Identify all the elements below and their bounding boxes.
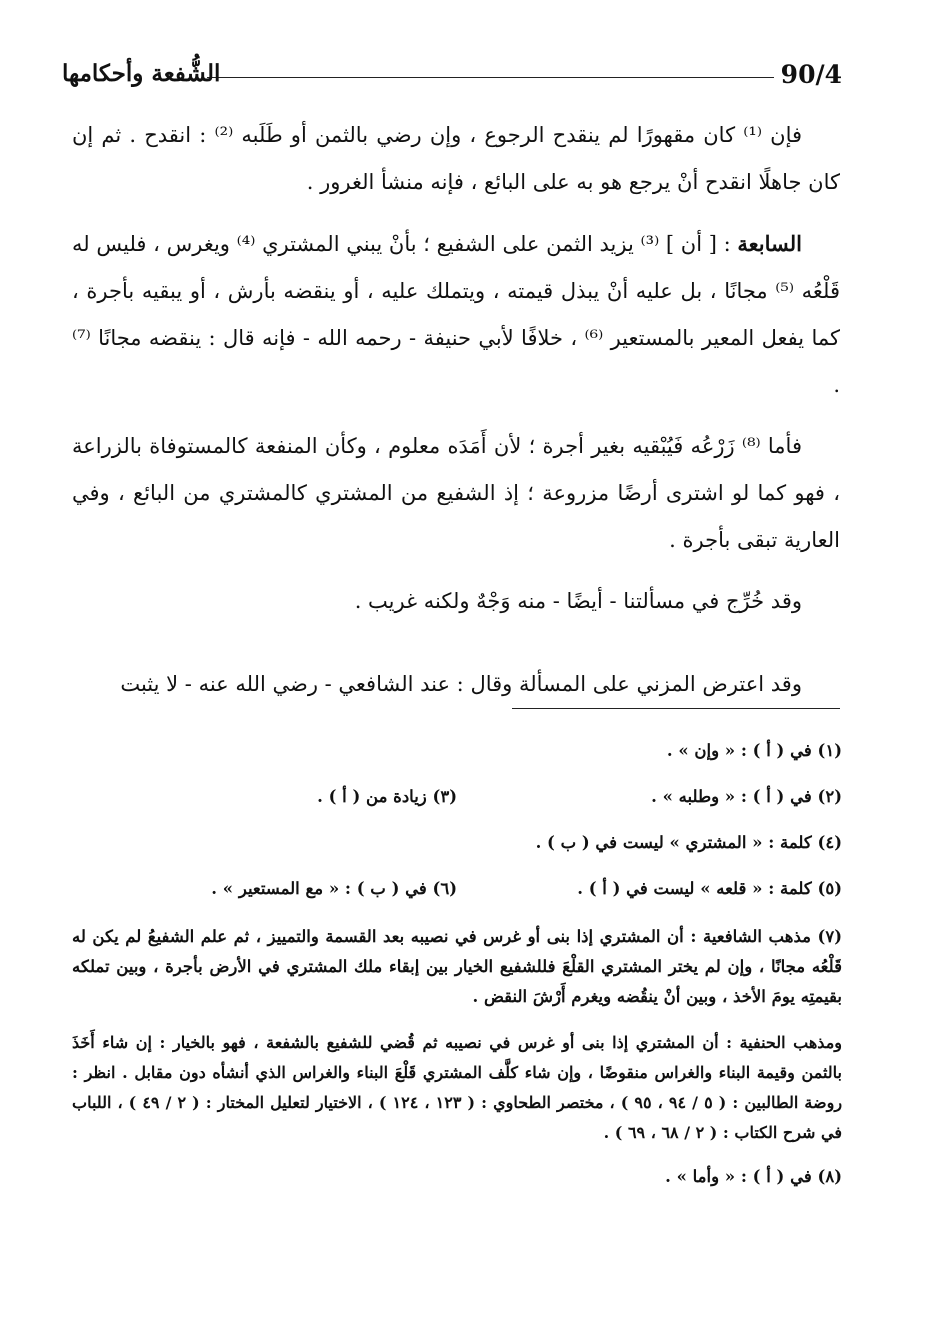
footnote-separator <box>512 708 840 709</box>
footnote-7-heading: (٧) مذهب الشافعية : <box>690 927 842 946</box>
paragraph-5: وقد اعترض المزني على المسألة وقال : عند الشافعي - رضي الله عنه - لا يثبت <box>120 672 802 696</box>
paragraph-3: فأما ⁽⁸⁾ زَرْعُه فَيُبْقيه بغير أجرة ؛ لأن أَمَدَه معلوم ، وكأن المنفعة كالمستوفاة بالزراعة ، فهو كما لو اشترى أرضًا مزروعة ؛ إذ الشفيع من المشتري كالمشتري من البائع ، وفي العارية تبقى بأجرة . <box>72 434 840 552</box>
page-number: 90/4 <box>780 60 842 89</box>
footnote-5: (٥) كلمة : « قلعه » ليست في ( أ ) . <box>577 879 842 898</box>
footnote-8: (٨) في ( أ ) : « وأما » . <box>665 1167 842 1186</box>
paragraph-4: وقد خُرِّج في مسألتنا - أيضًا - منه وَجْهٌ ولكنه غريب . <box>354 589 802 613</box>
footnote-6: (٦) في ( ب ) : « مع المستعير » . <box>211 879 457 898</box>
main-text <box>72 112 840 639</box>
footnote-7-text: أن المشتري إذا بنى أو غرس في نصيبه بعد القسمة والتمييز ، ثم علم الشفيعُ لم يكن له قَلْعُه مجانًا ، وإن لم يختر المشتري القلْعَ فللشفيع الخيار بين إبقاء ملك المشتري في الأرض بأجرة ، وبين تملكه بقيمتِه يومَ الأخذ ، وبين أنْ ينقُضه ويغرم أَرْشَ النقض . <box>72 927 842 1006</box>
footnote-row <box>72 730 842 776</box>
footnote-7 <box>72 922 842 1012</box>
footnote-7b-heading: ومذهب الحنفية : <box>726 1033 842 1052</box>
footnote-1: (١) في ( أ ) : « وإن » . <box>666 741 842 760</box>
running-title: الشُّفعة وأحكامها <box>62 60 221 87</box>
paragraph-2-heading: السابعة <box>737 231 803 256</box>
footnotes <box>72 730 842 1192</box>
footnote-row <box>72 868 842 914</box>
paragraph-1: فإن ⁽¹⁾ كان مقهورًا لم ينقدح الرجوع ، وإن رضي بالثمن أو طَلَبه ⁽²⁾ : انقدح . ثم إن كان جاهلًا انقدح أنْ يرجع هو به على البائع ، فإنه منشأ الغرور . <box>72 123 840 194</box>
footnote-4: (٤) كلمة : « المشتري » ليست في ( ب ) . <box>535 833 842 852</box>
footnote-3: (٣) زيادة من ( أ ) . <box>317 787 457 806</box>
header-rule <box>207 77 774 78</box>
footnote-7b-text: أن المشتري إذا بنى أو غرس في نصيبه ثم قُضي للشفيع بالشفعة ، فهو بالخيار : إن شاء أَخَذَ بالثمن وقيمة البناء والغراس منقوضًا ، وإن شاء كلَّف المشتري قَلْعَ البناء والغراس الذي أنشأه دون مقابل . انظر : روضة الطالبين : ( ٥ / ٩٤ ، ٩٥ ) ، مختصر الطحاوي : ( ١٢٣ ، ١٢٤ ) ، الاختيار لتعليل المختار : ( ٢ / ٤٩ ) ، اللباب في شرح الكتاب : ( ٢ / ٦٨ ، ٦٩ ) . <box>72 1033 843 1142</box>
footnote-7-continued <box>72 1028 842 1148</box>
footnote-row <box>72 822 842 868</box>
paragraph-2-text: : [ أن ] ⁽³⁾ يزيد الثمن على الشفيع ؛ بأنْ يبني المشتري ⁽⁴⁾ ويغرس ، فليس له قَلْعُه ⁽⁵⁾ مجانًا ، بل عليه أنْ يبذل قيمته ، ويتملك عليه ، أو ينقضه بأرش ، أو يبقيه بأجرة ، كما يفعل المعير بالمستعير ⁽⁶⁾ ، خلافًا لأبي حنيفة - رحمه الله - فإنه قال : ينقضه مجانًا ⁽⁷⁾ . <box>72 232 841 397</box>
paragraph-2 <box>72 220 840 409</box>
footnote-2: (٢) في ( أ ) : « وطلبه » . <box>651 787 842 806</box>
page-header <box>62 58 842 98</box>
footnote-row <box>72 776 842 822</box>
